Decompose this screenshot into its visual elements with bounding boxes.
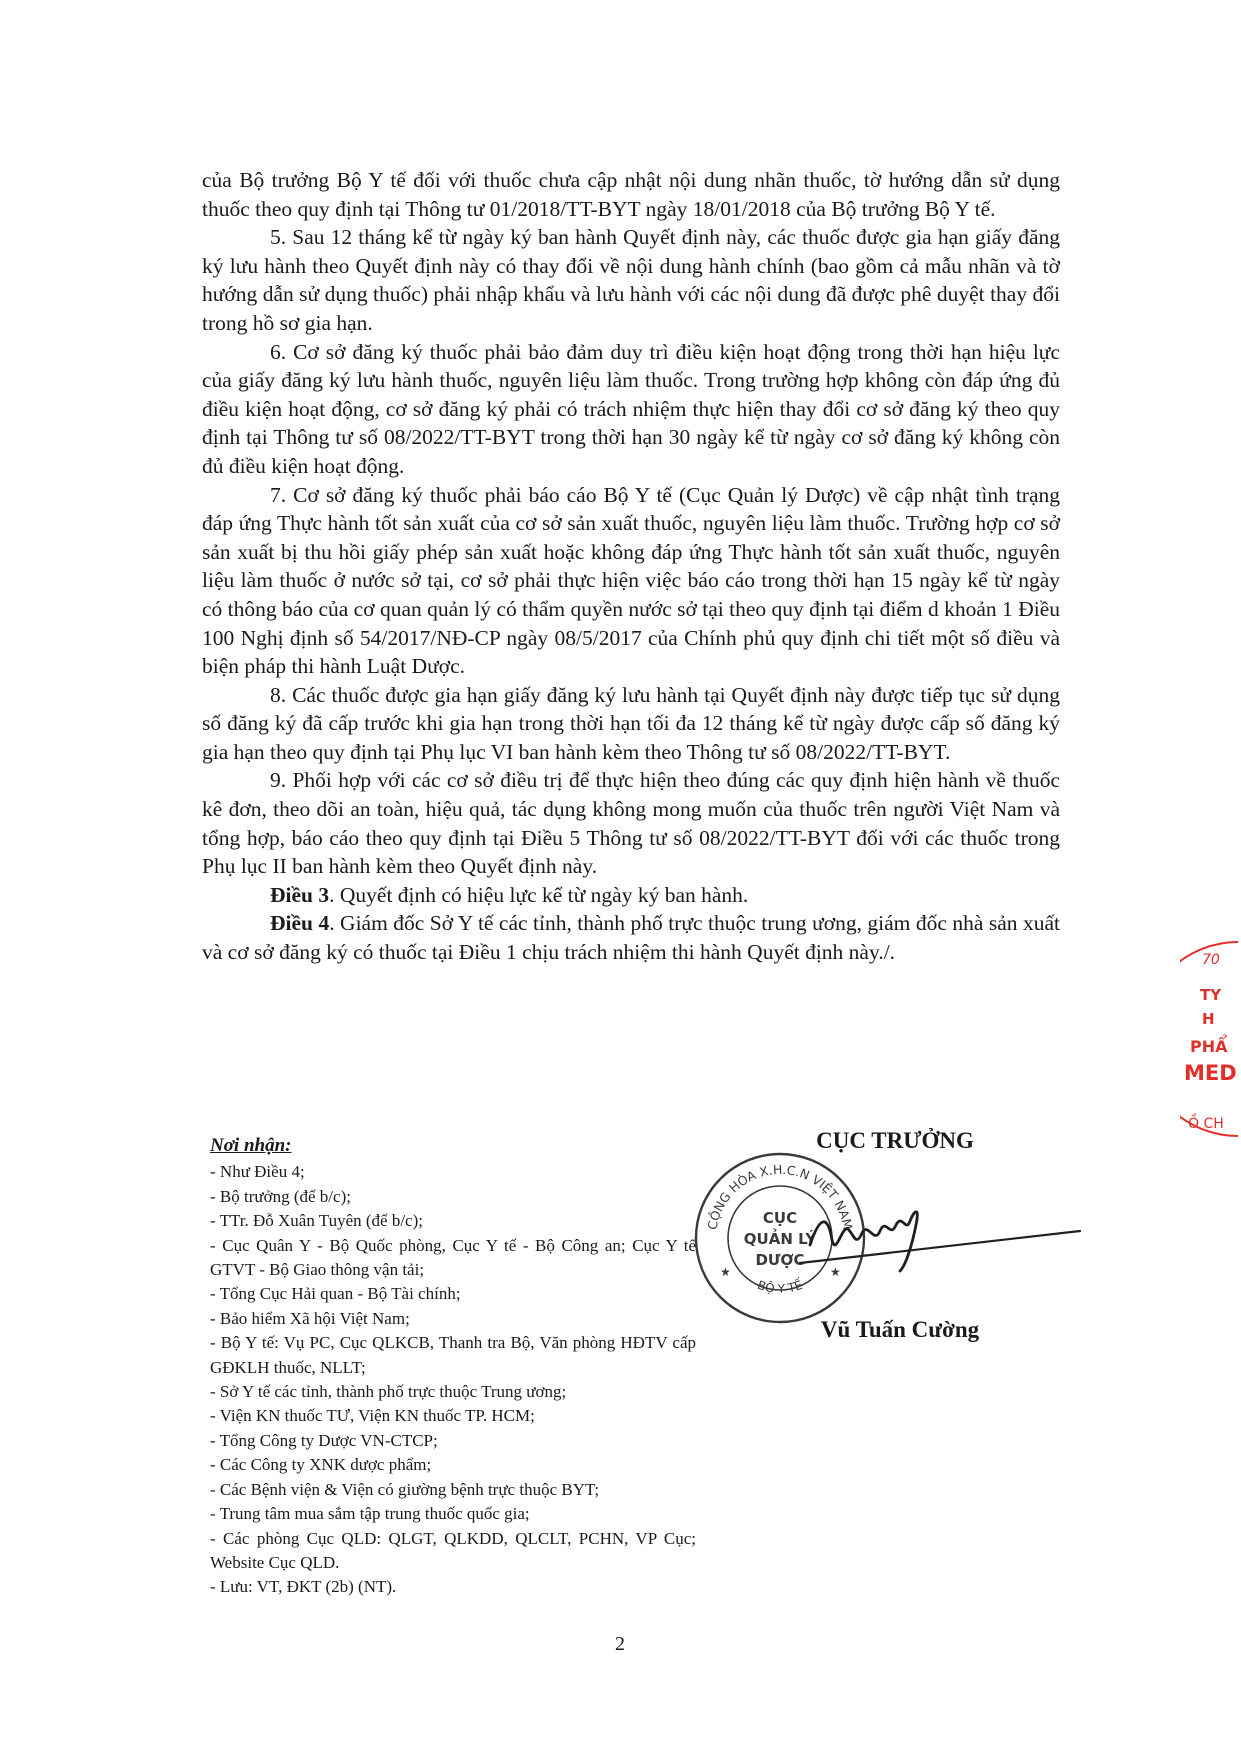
partial-red-stamp bbox=[1180, 940, 1241, 1140]
recipients-list bbox=[210, 1160, 696, 1599]
recipient-item: - Các Công ty XNK dược phẩm; bbox=[210, 1455, 432, 1475]
seal-ring-text: CỘNG HÒA X.H.C.N VIỆT NAM bbox=[704, 1161, 856, 1231]
paragraph-item-5: 5. Sau 12 tháng kể từ ngày ký ban hành Quyết định này, các thuốc được gia hạn giấy đăng ký lưu hành theo Quyết định này có thay đổi về nội dung hành chính (bao gồm cả mẫu nhãn và tờ hướng dẫn sử dụng thuốc) phải nhập khẩu và lưu hành với các nội dung đã được phê duyệt thay đổi trong hồ sơ gia hạn. bbox=[202, 225, 1060, 335]
recipient-item: - Bảo hiểm Xã hội Việt Nam; bbox=[210, 1308, 410, 1328]
page-number: 2 bbox=[615, 1633, 625, 1655]
article-4-label: Điều 4 bbox=[270, 911, 330, 936]
paragraph-item-7: 7. Cơ sở đăng ký thuốc phải báo cáo Bộ Y tế (Cục Quản lý Dược) về cập nhật tình trạng đáp ứng Thực hành tốt sản xuất của cơ sở sản xuất thuốc, nguyên liệu làm thuốc. Trường hợp cơ sở sản xuất bị thu hồi giấy phép sản xuất hoặc không đáp ứng Thực hành tốt sản xuất thuốc, nguyên liệu làm thuốc ở nước sở tại, cơ sở phải thực hiện việc báo cáo trong thời hạn 15 ngày kể từ ngày có thông báo của cơ quan quản lý có thẩm quyền nước sở tại theo quy định tại điểm d khoản 1 Điều 100 Nghị định số 54/2017/NĐ-CP ngày 08/5/2017 của Chính phủ quy định chi tiết một số điều và biện pháp thi hành Luật Dược. bbox=[202, 482, 1060, 679]
recipient-item: - Bộ Y tế: Vụ PC, Cục QLKCB, Thanh tra Bộ, Văn phòng HĐTV cấp GĐKLH thuốc, NLLT; bbox=[210, 1333, 696, 1377]
recipients-heading: Nơi nhận: bbox=[210, 1135, 292, 1156]
stamp-text-line-1: 70 bbox=[1202, 952, 1220, 968]
recipient-item: - Cục Quân Y - Bộ Quốc phòng, Cục Y tế - Bộ Công an; Cục Y tế GTVT - Bộ Giao thông vận tải; bbox=[210, 1235, 696, 1280]
article-3 bbox=[202, 881, 1060, 910]
article-4-text: . Giám đốc Sở Y tế các tỉnh, thành phố trực thuộc trung ương, giám đốc nhà sản xuất và cơ sở đăng ký có thuốc tại Điều 1 chịu trách nhiệm thi hành Quyết định này./. bbox=[202, 911, 1060, 965]
stamp-text-line-6: Ồ CH bbox=[1188, 1116, 1224, 1132]
recipient-item: - Tổng Cục Hải quan - Bộ Tài chính; bbox=[210, 1284, 461, 1304]
paragraph-item-6: 6. Cơ sở đăng ký thuốc phải bảo đảm duy trì điều kiện hoạt động trong thời hạn hiệu lực của giấy đăng ký lưu hành thuốc, nguyên liệu làm thuốc. Trong trường hợp không còn đáp ứng đủ điều kiện hoạt động, cơ sở đăng ký phải có trách nhiệm thực hiện thay đổi cơ sở đăng ký theo quy định tại Thông tư số 08/2022/TT-BYT trong thời hạn 30 ngày kể từ ngày cơ sở đăng ký không còn đủ điều kiện hoạt động. bbox=[202, 339, 1060, 478]
recipient-item: - Như Điều 4; bbox=[210, 1162, 305, 1182]
stamp-text-line-5: MED bbox=[1184, 1061, 1237, 1085]
recipient-item: - Các Bệnh viện & Viện có giường bệnh trực thuộc BYT; bbox=[210, 1479, 600, 1499]
signer-name: Vũ Tuấn Cường bbox=[820, 1317, 980, 1342]
paragraph-continuation: của Bộ trưởng Bộ Y tế đối với thuốc chưa cập nhật nội dung nhãn thuốc, tờ hướng dẫn sử dụng thuốc theo quy định tại Thông tư 01/2018/TT-BYT ngày 18/01/2018 của Bộ trưởng Bộ Y tế. bbox=[202, 168, 1060, 221]
document-body bbox=[202, 166, 1060, 967]
seal-star-right-icon: ★ bbox=[830, 1265, 841, 1279]
article-4 bbox=[202, 909, 1060, 966]
recipient-item: - TTr. Đỗ Xuân Tuyên (để b/c); bbox=[210, 1211, 423, 1231]
paragraph-item-8: 8. Các thuốc được gia hạn giấy đăng ký lưu hành tại Quyết định này được tiếp tục sử dụng số đăng ký đã cấp trước khi gia hạn trong thời hạn tối đa 12 tháng kể từ ngày được cấp số đăng ký gia hạn theo quy định tại Phụ lục VI ban hành kèm theo Thông tư số 08/2022/TT-BYT. bbox=[202, 682, 1060, 764]
recipient-item: - Viện KN thuốc TƯ, Viện KN thuốc TP. HCM; bbox=[210, 1406, 535, 1426]
seal-center-line-2: QUẢN LÝ bbox=[743, 1230, 817, 1248]
article-3-text: . Quyết định có hiệu lực kể từ ngày ký ban hành. bbox=[329, 882, 749, 907]
seal-star-left-icon: ★ bbox=[720, 1265, 731, 1279]
stamp-text-line-4: PHẨ bbox=[1190, 1037, 1228, 1056]
recipient-item: - Lưu: VT, ĐKT (2b) (NT). bbox=[210, 1577, 397, 1597]
recipient-item: - Tổng Công ty Dược VN-CTCP; bbox=[210, 1430, 438, 1450]
paragraph-item-9: 9. Phối hợp với các cơ sở điều trị để thực hiện theo đúng các quy định hiện hành về thuốc kê đơn, theo dõi an toàn, hiệu quả, tác dụng không mong muốn của thuốc trên người Việt Nam và tổng hợp, báo cáo theo quy định tại Điều 5 Thông tư số 08/2022/TT-BYT đối với các thuốc trong Phụ lục II ban hành kèm theo Quyết định này. bbox=[202, 768, 1060, 879]
article-3-label: Điều 3 bbox=[270, 882, 330, 907]
recipient-item: - Bộ trưởng (để b/c); bbox=[210, 1186, 351, 1206]
recipients-block bbox=[210, 1134, 696, 1600]
seal-center-line-1: CỤC bbox=[762, 1209, 798, 1227]
recipient-item: - Trung tâm mua sắm tập trung thuốc quốc gia; bbox=[210, 1504, 530, 1524]
handwritten-signature bbox=[790, 1185, 1090, 1275]
seal-bottom-text: BỘ Y TẾ bbox=[755, 1277, 805, 1296]
recipient-item: - Các phòng Cục QLD: QLGT, QLKDD, QLCLT, PCHN, VP Cục; Website Cục QLD. bbox=[210, 1528, 696, 1572]
seal-center-line-3: DƯỢC bbox=[755, 1251, 805, 1269]
signer-title: CỤC TRƯỞNG bbox=[816, 1128, 974, 1153]
stamp-text-line-3: H bbox=[1202, 1010, 1215, 1028]
recipient-item: - Sở Y tế các tỉnh, thành phố trực thuộc Trung ương; bbox=[210, 1382, 567, 1402]
stamp-text-line-2: TY bbox=[1200, 986, 1222, 1004]
signature-stroke-icon bbox=[810, 1212, 917, 1271]
